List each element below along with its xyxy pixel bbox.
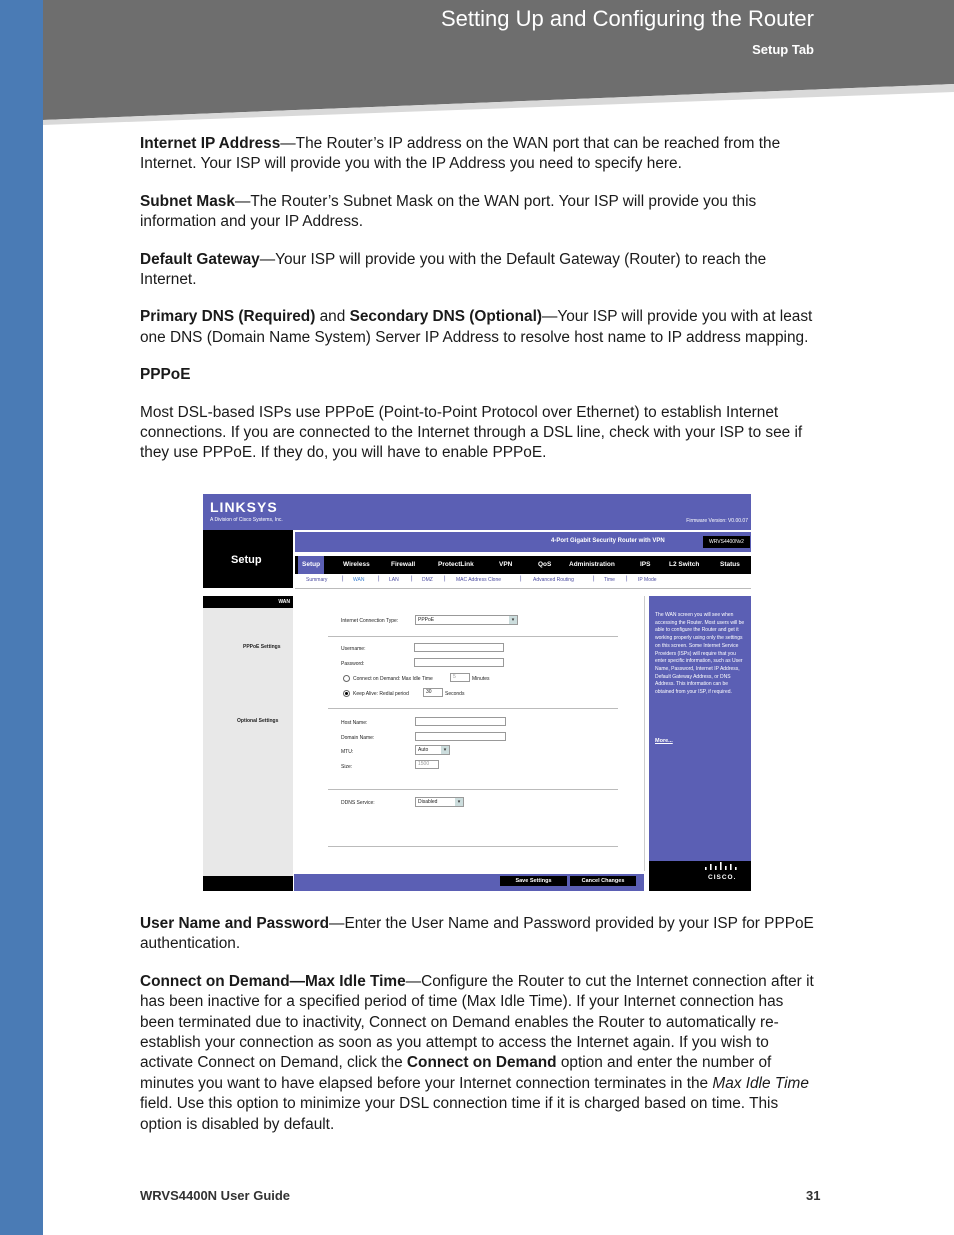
subtab-separator: | <box>593 576 595 582</box>
tab-qos[interactable]: QoS <box>538 561 552 568</box>
keep-alive-radio[interactable] <box>343 690 350 697</box>
domain-name-label: Domain Name: <box>341 735 375 741</box>
section-label: Setup <box>231 554 262 566</box>
page-number: 31 <box>806 1188 821 1203</box>
paragraph-pppoe: Most DSL-based ISPs use PPPoE (Point-to-Point Protocol over Ethernet) to establish Internet connections. If you are connected to the Internet through a DSL line, check with your ISP to see if they use PPPoE. If they do, you will have to enable PPPoE. <box>140 403 803 462</box>
paragraph-default-gateway: Default Gateway—Your ISP will provide you with the Default Gateway (Router) to reach the Internet. <box>140 250 767 289</box>
tab-administration[interactable]: Administration <box>569 561 615 568</box>
chevron-down-icon: ▾ <box>441 746 449 754</box>
seconds-label: Seconds <box>445 691 465 697</box>
product-bar <box>295 532 751 552</box>
subtab-separator: | <box>520 576 522 582</box>
size-label: Size: <box>341 764 353 770</box>
help-text: The WAN screen you will see when accessing the Router. Most users will be able to configure the Router and get it working properly using only the settings on this screen. Some Internet Service Providers (ISPs) will require that you enter specific information, such as User Name, Password, Internet IP Address, Default Gateway Address, or DNS Address. This information can be obtained from your ISP, if required. <box>655 612 745 696</box>
divider <box>328 636 618 637</box>
subtab-mac-clone[interactable]: MAC Address Clone <box>456 577 502 583</box>
tab-vpn[interactable]: VPN <box>499 561 513 568</box>
footer-guide-title: WRVS4400N User Guide <box>140 1188 291 1203</box>
paragraph-dns: Primary DNS (Required) and Secondary DNS (Optional)—Your ISP will provide you with at least one DNS (Domain Name System) Server IP Address to resolve host name to IP address mapping. <box>140 308 813 346</box>
ddns-select[interactable]: Disabled ▾ <box>415 797 464 807</box>
page-header-title: Setting Up and Configuring the Router <box>440 6 814 31</box>
paragraph-connect-on-demand: Connect on Demand—Max Idle Time—Configure the Router to cut the Internet connection after it has been inactive for a specified period of time (Max Idle Time). If your Internet connection has been terminated due to inactivity, Connect on Demand enables the Router to automatically re-establish your connection as soon as you attempt to access the Internet again. If you wish to activate Connect on Demand, click the Connect on Demand option and enter the number of minutes you want to have elapsed before your Internet connection terminates in the Max Idle Time field. Use this option to minimize your DSL connection time if it is charged based on time. This option is disabled by default. <box>140 972 814 1133</box>
subtab-separator: | <box>378 576 380 582</box>
tab-setup[interactable]: Setup <box>298 556 324 574</box>
mtu-select[interactable]: Auto ▾ <box>415 745 450 755</box>
max-idle-input[interactable]: 5 <box>450 673 470 682</box>
subtab-lan[interactable]: LAN <box>389 577 399 583</box>
subtab-ip-mode[interactable]: IP Mode <box>638 577 657 583</box>
firmware-version: Firmware Version: V0.00.07 <box>686 518 748 524</box>
connection-type-label: Internet Connection Type: <box>341 618 399 624</box>
username-label: Username: <box>341 646 366 652</box>
tab-status[interactable]: Status <box>720 561 740 568</box>
password-label: Password: <box>341 661 365 667</box>
subtab-separator: | <box>411 576 413 582</box>
logo-subtitle: A Division of Cisco Systems, Inc. <box>210 517 283 523</box>
tab-protectlink[interactable]: ProtectLink <box>438 561 474 568</box>
host-name-label: Host Name: <box>341 720 368 726</box>
router-wan-screenshot <box>203 494 751 891</box>
divider <box>328 789 618 790</box>
left-column <box>203 596 293 876</box>
divider <box>328 846 618 847</box>
product-name: 4-Port Gigabit Security Router with VPN <box>551 538 665 544</box>
paragraph-subnet-mask: Subnet Mask—The Router’s Subnet Mask on the WAN port. Your ISP will provide you this information and your IP Address. <box>140 192 757 231</box>
connection-type-select[interactable]: PPPoE ▾ <box>415 615 518 625</box>
heading-pppoe: PPPoE <box>140 366 191 384</box>
left-color-bar <box>0 0 43 1235</box>
subtab-separator: | <box>342 576 344 582</box>
subtab-dmz[interactable]: DMZ <box>422 577 433 583</box>
chevron-down-icon: ▾ <box>455 798 463 806</box>
redial-period-input[interactable]: 30 <box>423 688 443 697</box>
password-input[interactable] <box>414 658 504 667</box>
chevron-down-icon: ▾ <box>509 616 517 624</box>
subtab-summary[interactable]: Summary <box>306 577 328 583</box>
mtu-size-input[interactable]: 1500 <box>415 760 439 769</box>
username-input[interactable] <box>414 643 504 652</box>
minutes-label: Minutes <box>472 676 490 682</box>
paragraph-username-password: User Name and Password—Enter the User Name and Password provided by your ISP for PPPoE authentication. <box>140 914 814 953</box>
brand-bar <box>203 494 751 530</box>
tab-ips[interactable]: IPS <box>640 561 651 568</box>
left-footer <box>203 876 293 891</box>
connect-on-demand-radio[interactable] <box>343 675 350 682</box>
subtab-separator: | <box>444 576 446 582</box>
optional-settings-label: Optional Settings <box>237 718 279 724</box>
page-header-subtitle: Setup Tab <box>752 42 814 57</box>
paragraph-internet-ip: Internet IP Address—The Router’s IP address on the WAN port that can be reached from the Internet. Your ISP will provide you with the IP Address you need to specify here. <box>140 135 781 173</box>
tab-wireless[interactable]: Wireless <box>343 561 370 568</box>
tab-l2-switch[interactable]: L2 Switch <box>669 561 700 568</box>
cancel-changes-button[interactable]: Cancel Changes <box>570 876 636 886</box>
save-settings-button[interactable]: Save Settings <box>500 876 567 886</box>
wan-label: WAN <box>203 596 293 608</box>
keep-alive-label: Keep Alive: Redial period <box>353 691 409 697</box>
divider <box>328 708 618 709</box>
subtab-advanced-routing[interactable]: Advanced Routing <box>533 577 574 583</box>
pppoe-settings-label: PPPoE Settings <box>243 644 281 650</box>
subtab-wan[interactable]: WAN <box>353 577 365 583</box>
subtab-separator: | <box>626 576 628 582</box>
domain-name-input[interactable] <box>415 732 506 741</box>
cisco-logo: CISCO. <box>708 874 737 881</box>
model-badge: WRVS4400Nv2 <box>703 536 750 548</box>
more-link[interactable]: More... <box>655 738 673 744</box>
tab-firewall[interactable]: Firewall <box>391 561 416 568</box>
ddns-label: DDNS Service: <box>341 800 375 806</box>
linksys-logo: LINKSYS <box>210 499 278 515</box>
cisco-bars-icon <box>703 862 745 872</box>
connect-on-demand-label: Connect on Demand: Max Idle Time <box>353 676 433 682</box>
host-name-input[interactable] <box>415 717 506 726</box>
mtu-label: MTU: <box>341 749 354 755</box>
subtab-time[interactable]: Time <box>604 577 615 583</box>
